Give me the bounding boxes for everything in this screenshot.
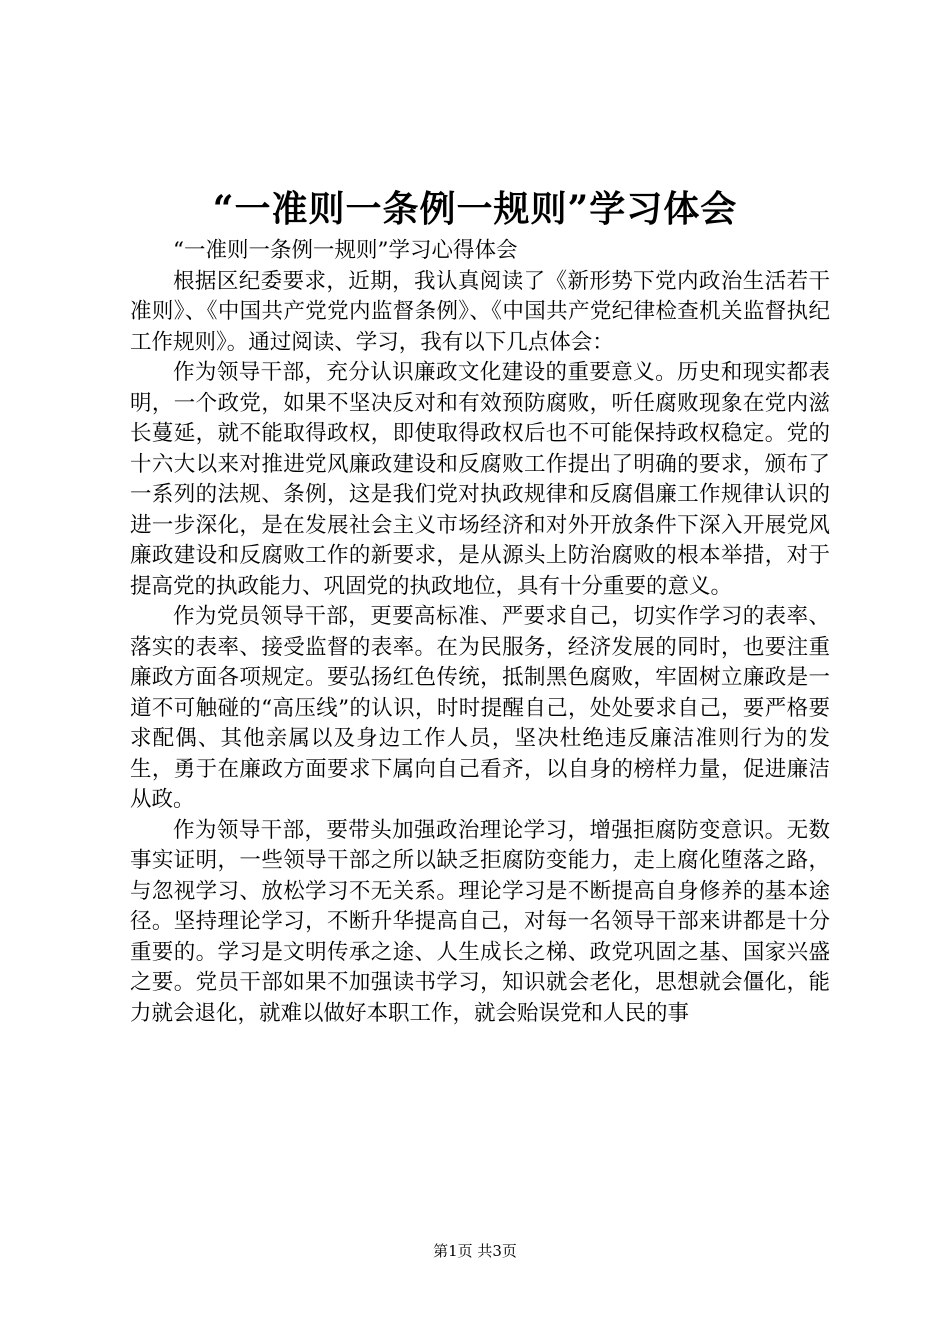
body-paragraph: 根据区纪委要求，近期，我认真阅读了《新形势下党内政治生活若干准则》、《中国共产党党内监督条例》、《中国共产党纪律检查机关监督执纪工作规则》。通过阅读、学习，我有以下几点体会： xyxy=(130,268,830,355)
body-paragraph: 作为领导干部，充分认识廉政文化建设的重要意义。历史和现实都表明，一个政党，如果不坚决反对和有效预防腐败，听任腐败现象在党内滋长蔓延，就不能取得政权，即使取得政权后也不可能保持政权稳定。党的十六大以来对推进党风廉政建设和反腐败工作提出了明确的要求，颁布了一系列的法规、条例，这是我们党对执政规律和反腐倡廉工作规律认识的进一步深化，是在发展社会主义市场经济和对外开放条件下深入开展党风廉政建设和反腐败工作的新要求，是从源头上防治腐败的根本举措，对于提高党的执政能力、巩固党的执政地位，具有十分重要的意义。 xyxy=(130,360,830,599)
subtitle-paragraph: “一准则一条例一规则”学习心得体会 xyxy=(173,238,518,263)
document-title: “一准则一条例一规则”学习体会 xyxy=(212,188,738,230)
document-body xyxy=(130,236,830,1029)
page-footer: 第1页 共3页 xyxy=(433,1242,517,1260)
body-paragraph: 作为领导干部，要带头加强政治理论学习，增强拒腐防变意识。无数事实证明，一些领导干部之所以缺乏拒腐防变能力，走上腐化堕落之路，与忽视学习、放松学习不无关系。理论学习是不断提高自身修养的基本途径。坚持理论学习，不断升华提高自己，对每一名领导干部来讲都是十分重要的。学习是文明传承之途、人生成长之梯、政党巩固之基、国家兴盛之要。党员干部如果不加强读书学习，知识就会老化，思想就会僵化，能力就会退化，就难以做好本职工作，就会贻误党和人民的事 xyxy=(130,817,830,1026)
body-paragraph: 作为党员领导干部，更要高标准、严要求自己，切实作学习的表率、落实的表率、接受监督的表率。在为民服务，经济发展的同时，也要注重廉政方面各项规定。要弘扬红色传统，抵制黑色腐败，牢固树立廉政是一道不可触碰的“高压线”的认识，时时提醒自己，处处要求自己，要严格要求配偶、其他亲属以及身边工作人员，坚决杜绝违反廉洁准则行为的发生，勇于在廉政方面要求下属向自己看齐，以自身的榜样力量，促进廉洁从政。 xyxy=(130,604,830,812)
